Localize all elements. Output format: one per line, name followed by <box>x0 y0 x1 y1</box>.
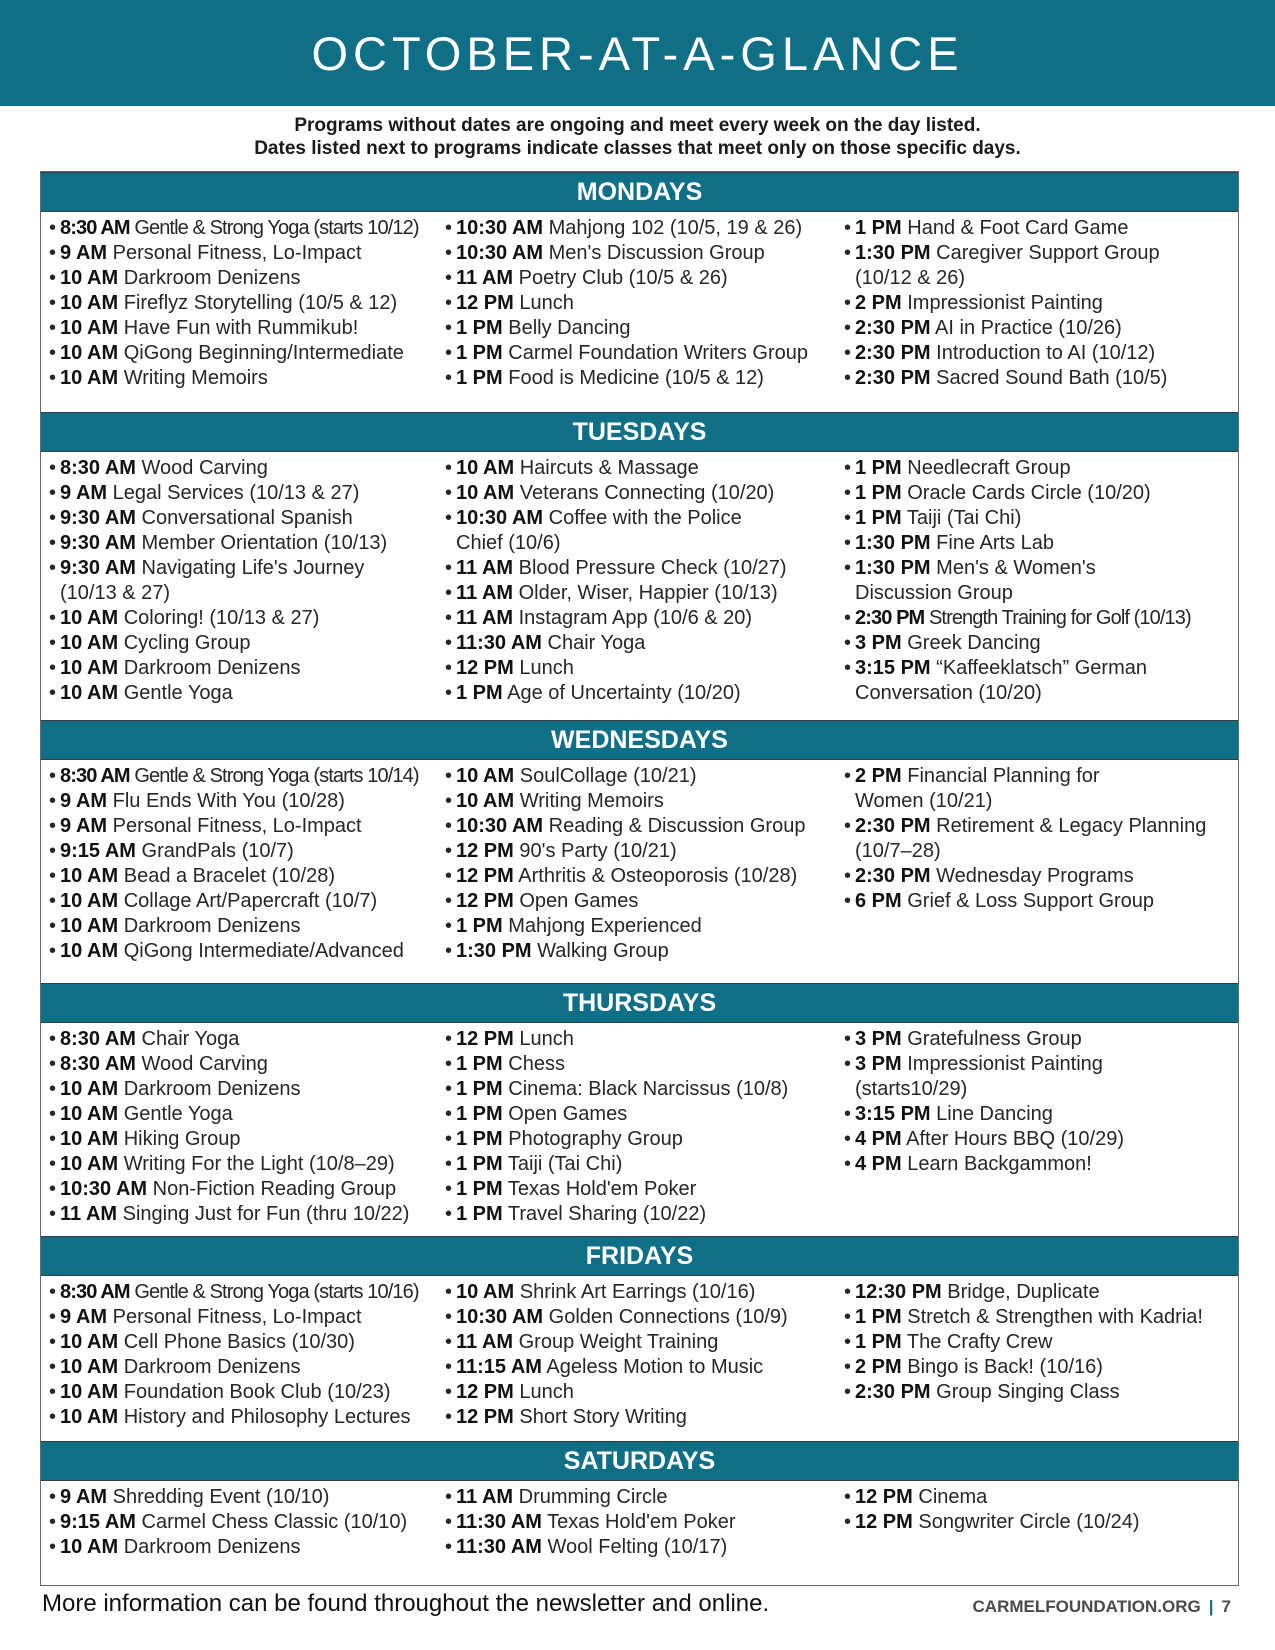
schedule-item: • 10 AM Gentle Yoga <box>49 681 439 706</box>
schedule-item: • 9 AM Personal Fitness, Lo-Impact <box>49 814 439 839</box>
day-title: WEDNESDAYS <box>551 725 728 754</box>
schedule-item: • 10 AM Darkroom Denizens <box>49 914 439 939</box>
schedule-item: • 3 PM Gratefulness Group <box>844 1027 1239 1052</box>
schedule-item: • 10 AM Bead a Bracelet (10/28) <box>49 864 439 889</box>
intro-line-1: Programs without dates are ongoing and meet every week on the day listed. <box>294 115 981 136</box>
schedule-item: • 10:30 AM Coffee with the Police Chief (10/6) <box>445 506 840 556</box>
schedule-item: • 1 PM Photography Group <box>445 1127 840 1152</box>
schedule-item: • 2 PM Financial Planning for Women (10/21) <box>844 764 1239 814</box>
day-title: FRIDAYS <box>585 1241 694 1270</box>
schedule-item: • 10 AM Foundation Book Club (10/23) <box>49 1380 439 1405</box>
schedule-item: • 2 PM Bingo is Back! (10/16) <box>844 1355 1239 1380</box>
schedule-item: • 11 AM Group Weight Training <box>445 1330 840 1355</box>
page-title-banner <box>0 0 1275 106</box>
schedule-item: • 2:30 PM Group Singing Class <box>844 1380 1239 1405</box>
schedule-item: • 2 PM Impressionist Painting <box>844 291 1239 316</box>
schedule-column <box>49 216 439 391</box>
schedule-item: • 10 AM Writing For the Light (10/8–29) <box>49 1152 439 1177</box>
schedule-item: • 3 PM Greek Dancing <box>844 631 1239 656</box>
schedule-item: • 12 PM Lunch <box>445 656 840 681</box>
schedule-item: • 10 AM Haircuts & Massage <box>445 456 840 481</box>
schedule-item: • 8:30 AM Wood Carving <box>49 456 439 481</box>
schedule-item: • 1 PM Texas Hold'em Poker <box>445 1177 840 1202</box>
schedule-column <box>445 216 840 391</box>
page-title: OCTOBER-AT-A-GLANCE <box>311 26 964 80</box>
schedule-item: • 10 AM QiGong Beginning/Intermediate <box>49 341 439 366</box>
schedule-item: • 11 AM Instagram App (10/6 & 20) <box>445 606 840 631</box>
schedule-item: • 10:30 AM Men's Discussion Group <box>445 241 840 266</box>
schedule-item: • 1 PM The Crafty Crew <box>844 1330 1239 1355</box>
schedule-column <box>49 764 439 964</box>
schedule-item: • 10 AM SoulCollage (10/21) <box>445 764 840 789</box>
schedule-item: • 10 AM Darkroom Denizens <box>49 266 439 291</box>
schedule-grid <box>40 171 1239 1586</box>
schedule-item: • 10 AM Darkroom Denizens <box>49 656 439 681</box>
intro-line-2: Dates listed next to programs indicate classes that meet only on those specific days. <box>254 138 1021 159</box>
day-header-tuesdays <box>41 412 1238 452</box>
schedule-item: • 1:30 PM Fine Arts Lab <box>844 531 1239 556</box>
schedule-item: • 1 PM Mahjong Experienced <box>445 914 840 939</box>
schedule-item: • 6 PM Grief & Loss Support Group <box>844 889 1239 914</box>
schedule-item: • 2:30 PM AI in Practice (10/26) <box>844 316 1239 341</box>
schedule-item: • 11 AM Poetry Club (10/5 & 26) <box>445 266 840 291</box>
schedule-item: • 10:30 AM Mahjong 102 (10/5, 19 & 26) <box>445 216 840 241</box>
schedule-item: • 9 AM Shredding Event (10/10) <box>49 1485 439 1510</box>
schedule-item: • 1 PM Cinema: Black Narcissus (10/8) <box>445 1077 840 1102</box>
schedule-item: • 4 PM Learn Backgammon! <box>844 1152 1239 1177</box>
schedule-column <box>49 1280 439 1430</box>
schedule-item: • 10 AM Collage Art/Papercraft (10/7) <box>49 889 439 914</box>
schedule-item: • 12 PM Open Games <box>445 889 840 914</box>
schedule-item: • 10 AM Coloring! (10/13 & 27) <box>49 606 439 631</box>
schedule-item: • 11 AM Blood Pressure Check (10/27) <box>445 556 840 581</box>
schedule-item: • 10 AM History and Philosophy Lectures <box>49 1405 439 1430</box>
intro-text <box>0 114 1275 160</box>
schedule-item: • 2:30 PM Retirement & Legacy Planning (10/7–28) <box>844 814 1239 864</box>
schedule-item: • 10 AM Writing Memoirs <box>445 789 840 814</box>
schedule-item: • 3:15 PM Line Dancing <box>844 1102 1239 1127</box>
schedule-item: • 1 PM Food is Medicine (10/5 & 12) <box>445 366 840 391</box>
schedule-item: • 8:30 AM Gentle & Strong Yoga (starts 10/14) <box>49 764 439 789</box>
day-title: TUESDAYS <box>572 417 707 446</box>
schedule-item: • 1 PM Chess <box>445 1052 840 1077</box>
schedule-item: • 12 PM Cinema <box>844 1485 1239 1510</box>
schedule-item: • 11:30 AM Chair Yoga <box>445 631 840 656</box>
schedule-column <box>49 456 439 706</box>
day-header-mondays <box>41 172 1238 212</box>
schedule-item: • 1 PM Carmel Foundation Writers Group <box>445 341 840 366</box>
day-title: THURSDAYS <box>562 988 717 1017</box>
schedule-item: • 11 AM Drumming Circle <box>445 1485 840 1510</box>
schedule-item: • 12 PM Lunch <box>445 291 840 316</box>
schedule-item: • 10 AM Gentle Yoga <box>49 1102 439 1127</box>
schedule-item: • 8:30 AM Chair Yoga <box>49 1027 439 1052</box>
schedule-column <box>49 1027 439 1227</box>
day-header-fridays <box>41 1236 1238 1276</box>
schedule-item: • 1 PM Needlecraft Group <box>844 456 1239 481</box>
schedule-item: • 10:30 AM Reading & Discussion Group <box>445 814 840 839</box>
schedule-item: • 10 AM Shrink Art Earrings (10/16) <box>445 1280 840 1305</box>
schedule-item: • 1 PM Belly Dancing <box>445 316 840 341</box>
schedule-item: • 9:30 AM Member Orientation (10/13) <box>49 531 439 556</box>
schedule-item: • 1 PM Age of Uncertainty (10/20) <box>445 681 840 706</box>
schedule-column <box>844 1485 1239 1535</box>
schedule-column <box>844 456 1239 706</box>
schedule-column <box>445 1027 840 1227</box>
schedule-item: • 12:30 PM Bridge, Duplicate <box>844 1280 1239 1305</box>
schedule-item: • 11:30 AM Texas Hold'em Poker <box>445 1510 840 1535</box>
schedule-item: • 9 AM Legal Services (10/13 & 27) <box>49 481 439 506</box>
schedule-item: • 12 PM Songwriter Circle (10/24) <box>844 1510 1239 1535</box>
schedule-item: • 9:15 AM Carmel Chess Classic (10/10) <box>49 1510 439 1535</box>
schedule-item: • 10:30 AM Golden Connections (10/9) <box>445 1305 840 1330</box>
schedule-item: • 12 PM 90's Party (10/21) <box>445 839 840 864</box>
schedule-item: • 1:30 PM Men's & Women's Discussion Group <box>844 556 1239 606</box>
schedule-item: • 12 PM Arthritis & Osteoporosis (10/28) <box>445 864 840 889</box>
schedule-item: • 9:15 AM GrandPals (10/7) <box>49 839 439 864</box>
footer-site-info <box>973 1597 1231 1617</box>
schedule-column <box>844 764 1239 914</box>
schedule-item: • 3 PM Impressionist Painting (starts10/29) <box>844 1052 1239 1102</box>
schedule-item: • 2:30 PM Wednesday Programs <box>844 864 1239 889</box>
schedule-column <box>445 764 840 964</box>
schedule-column <box>844 216 1239 391</box>
schedule-item: • 10:30 AM Non-Fiction Reading Group <box>49 1177 439 1202</box>
day-header-thursdays <box>41 983 1238 1023</box>
schedule-item: • 3:15 PM “Kaffeeklatsch” German Conversation (10/20) <box>844 656 1239 706</box>
footer-note: More information can be found throughout the newsletter and online. <box>42 1590 770 1617</box>
schedule-item: • 10 AM QiGong Intermediate/Advanced <box>49 939 439 964</box>
schedule-item: • 1 PM Hand & Foot Card Game <box>844 216 1239 241</box>
schedule-item: • 11 AM Singing Just for Fun (thru 10/22) <box>49 1202 439 1227</box>
schedule-column <box>49 1485 439 1560</box>
page-number: 7 <box>1221 1597 1231 1616</box>
schedule-item: • 11 AM Older, Wiser, Happier (10/13) <box>445 581 840 606</box>
schedule-item: • 9 AM Personal Fitness, Lo-Impact <box>49 1305 439 1330</box>
day-title: SATURDAYS <box>563 1446 716 1475</box>
schedule-item: • 10 AM Darkroom Denizens <box>49 1077 439 1102</box>
footer-website: CARMELFOUNDATION.ORG <box>972 1597 1201 1616</box>
schedule-item: • 2:30 PM Sacred Sound Bath (10/5) <box>844 366 1239 391</box>
schedule-item: • 12 PM Lunch <box>445 1380 840 1405</box>
schedule-item: • 10 AM Darkroom Denizens <box>49 1535 439 1560</box>
schedule-item: • 10 AM Cycling Group <box>49 631 439 656</box>
schedule-item: • 9 AM Personal Fitness, Lo-Impact <box>49 241 439 266</box>
schedule-item: • 1 PM Taiji (Tai Chi) <box>844 506 1239 531</box>
schedule-item: • 9 AM Flu Ends With You (10/28) <box>49 789 439 814</box>
schedule-item: • 10 AM Veterans Connecting (10/20) <box>445 481 840 506</box>
schedule-item: • 1 PM Taiji (Tai Chi) <box>445 1152 840 1177</box>
schedule-item: • 9:30 AM Conversational Spanish <box>49 506 439 531</box>
schedule-item: • 11:30 AM Wool Felting (10/17) <box>445 1535 840 1560</box>
schedule-column <box>445 1485 840 1560</box>
schedule-item: • 1:30 PM Caregiver Support Group (10/12 & 26) <box>844 241 1239 291</box>
schedule-item: • 8:30 AM Gentle & Strong Yoga (starts 10/12) <box>49 216 439 241</box>
schedule-column <box>844 1280 1239 1405</box>
schedule-item: • 9:30 AM Navigating Life's Journey (10/13 & 27) <box>49 556 439 606</box>
schedule-item: • 12 PM Short Story Writing <box>445 1405 840 1430</box>
schedule-item: • 10 AM Cell Phone Basics (10/30) <box>49 1330 439 1355</box>
schedule-column <box>844 1027 1239 1177</box>
footer-separator: | <box>1208 1597 1214 1616</box>
schedule-item: • 8:30 AM Gentle & Strong Yoga (starts 10/16) <box>49 1280 439 1305</box>
schedule-item: • 4 PM After Hours BBQ (10/29) <box>844 1127 1239 1152</box>
schedule-item: • 12 PM Lunch <box>445 1027 840 1052</box>
day-title: MONDAYS <box>576 177 703 206</box>
schedule-item: • 2:30 PM Introduction to AI (10/12) <box>844 341 1239 366</box>
schedule-item: • 10 AM Have Fun with Rummikub! <box>49 316 439 341</box>
schedule-column <box>445 456 840 706</box>
schedule-item: • 1:30 PM Walking Group <box>445 939 840 964</box>
schedule-item: • 10 AM Writing Memoirs <box>49 366 439 391</box>
schedule-item: • 10 AM Darkroom Denizens <box>49 1355 439 1380</box>
schedule-item: • 1 PM Open Games <box>445 1102 840 1127</box>
schedule-item: • 1 PM Travel Sharing (10/22) <box>445 1202 840 1227</box>
schedule-item: • 10 AM Fireflyz Storytelling (10/5 & 12) <box>49 291 439 316</box>
schedule-item: • 8:30 AM Wood Carving <box>49 1052 439 1077</box>
schedule-column <box>445 1280 840 1430</box>
schedule-item: • 1 PM Stretch & Strengthen with Kadria! <box>844 1305 1239 1330</box>
schedule-item: • 2:30 PM Strength Training for Golf (10/13) <box>844 606 1239 631</box>
schedule-item: • 1 PM Oracle Cards Circle (10/20) <box>844 481 1239 506</box>
day-header-wednesdays <box>41 720 1238 760</box>
day-header-saturdays <box>41 1441 1238 1481</box>
schedule-item: • 11:15 AM Ageless Motion to Music <box>445 1355 840 1380</box>
schedule-item: • 10 AM Hiking Group <box>49 1127 439 1152</box>
